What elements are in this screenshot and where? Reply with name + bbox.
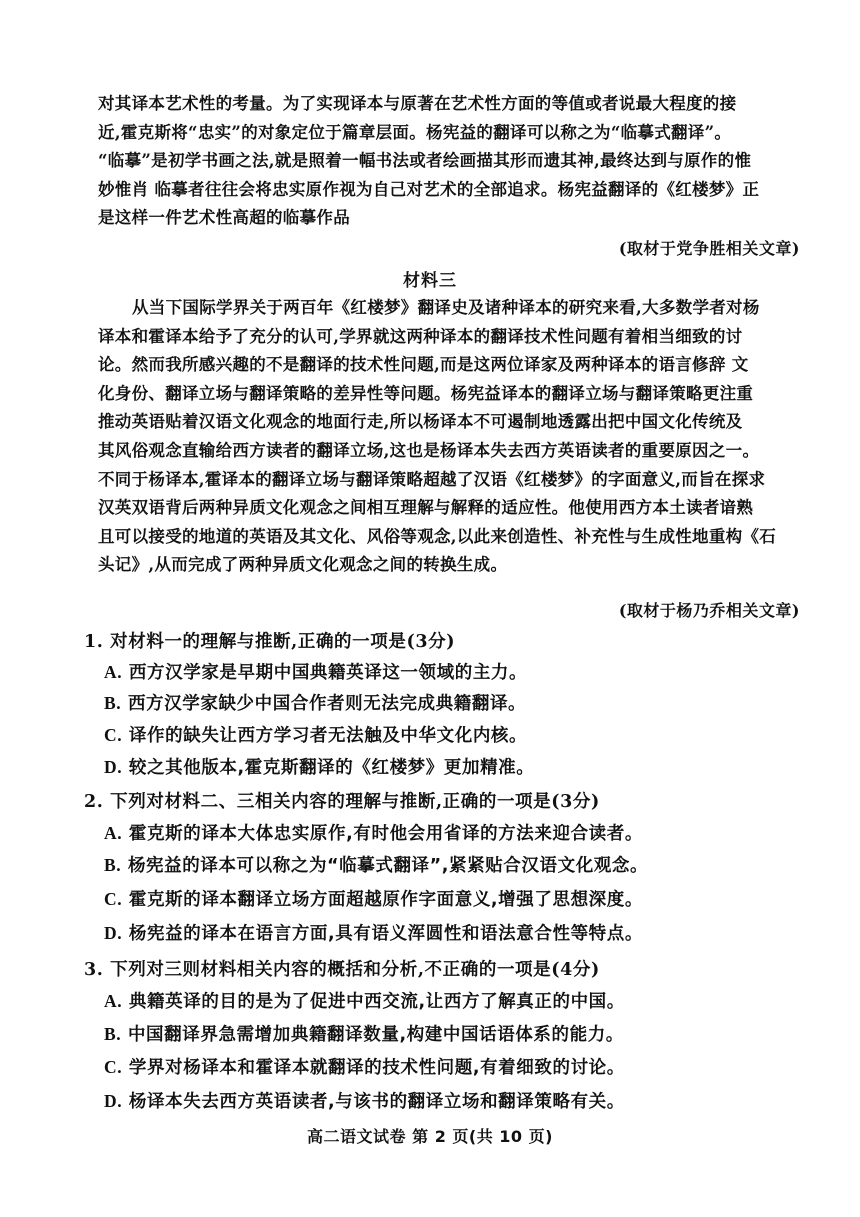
material2-paragraph [98, 90, 788, 233]
option-text: 西方汉学家缺少中国合作者则无法完成典籍翻译。 [127, 694, 527, 714]
question-2-stem: 2. 下列对材料二、三相关内容的理解与推断,正确的一项是(3分) [84, 792, 600, 812]
question-2-option-c[interactable] [104, 886, 643, 911]
question-1-stem: 1. 对材料一的理解与推断,正确的一项是(3分) [84, 632, 456, 652]
text-line: 是这样一件艺术性高超的临摹作品 [98, 208, 350, 228]
text-line: 妙惟肖 临摹者往往会将忠实原作视为自己对艺术的全部追求。杨宪益翻译的《红楼梦》正 [98, 179, 760, 199]
option-label: D. [104, 1091, 123, 1111]
option-text: 学界对杨译本和霍译本就翻译的技术性问题,有着细致的讨论。 [128, 1058, 625, 1078]
text-line: 其风俗观念直输给西方读者的翻译立场,这也是杨译本失去西方英语读者的重要原因之一。 [98, 440, 760, 460]
option-text: 西方汉学家是早期中国典籍英译这一领域的主力。 [128, 663, 528, 683]
text-line: 对其译本艺术性的考量。为了实现译本与原著在艺术性方面的等值或者说最大程度的接 [98, 94, 737, 113]
question-1-option-d[interactable] [104, 754, 534, 779]
option-text: 较之其他版本,霍克斯翻译的《红楼梦》更加精准。 [128, 758, 535, 778]
option-label: D. [104, 923, 123, 943]
material3-source: (取材于杨乃乔相关文章) [618, 601, 800, 620]
option-label: A. [104, 662, 123, 682]
option-text: 霍克斯的译本翻译立场方面超越原作字面意义,增强了思想深度。 [128, 890, 643, 910]
question-1-option-a[interactable] [104, 659, 527, 684]
text-line: 论。然而我所感兴趣的不是翻译的技术性问题,而是这两位译家及两种译本的语言修辞 文 [98, 355, 749, 375]
question-2-option-b[interactable] [104, 852, 648, 877]
material3-title: 材料三 [403, 271, 457, 291]
option-label: C. [104, 889, 123, 909]
question-1-option-b[interactable] [104, 690, 526, 715]
text-line: 化身份、翻译立场与翻译策略的差异性等问题。杨宪益译本的翻译立场与翻译策略更注重 [98, 383, 754, 403]
option-label: C. [104, 1057, 123, 1077]
text-line: 且可以接受的地道的英语及其文化、风俗等观念,以此来创造性、补充性与生成性地重构《石 [98, 526, 777, 546]
text-line: 近,霍克斯将“忠实”的对象定位于篇章层面。杨宪益的翻译可以称之为“临摹式翻译”。 [98, 122, 732, 142]
text-line: 推动英语贴着汉语文化观念的地面行走,所以杨译本不可遏制地透露出把中国文化传统及 [98, 412, 743, 432]
option-label: A. [104, 991, 123, 1011]
text-line: 译本和霍译本给予了充分的认可,学界就这两种译本的翻译技术性问题有着相当细致的讨 [98, 326, 743, 346]
option-text: 典籍英译的目的是为了促进中西交流,让西方了解真正的中国。 [128, 992, 625, 1012]
option-text: 霍克斯的译本大体忠实原作,有时他会用省译的方法来迎合读者。 [128, 824, 643, 844]
option-text: 中国翻译界急需增加典籍翻译数量,构建中国话语体系的能力。 [127, 1025, 624, 1045]
text-line: 汉英双语背后两种异质文化观念之间相互理解与解释的适应性。他使用西方本土读者谙熟 [98, 498, 754, 518]
question-2-option-a[interactable] [104, 820, 643, 845]
text-line: 头记》,从而完成了两种异质文化观念之间的转换生成。 [98, 555, 508, 575]
question-2-option-d[interactable] [104, 920, 643, 945]
question-3-option-c[interactable] [104, 1054, 625, 1079]
question-1-option-c[interactable] [104, 722, 527, 747]
page-footer: 高二语文试卷 第 2 页(共 10 页) [307, 1127, 553, 1146]
option-text: 译作的缺失让西方学习者无法触及中华文化内核。 [128, 726, 528, 746]
question-3-option-d[interactable] [104, 1088, 625, 1113]
option-label: B. [104, 693, 122, 713]
option-label: B. [104, 855, 122, 875]
material3-paragraph [98, 294, 788, 580]
material2-source: (取材于党争胜相关文章) [618, 239, 800, 258]
question-3-option-b[interactable] [104, 1021, 624, 1046]
option-label: B. [104, 1024, 122, 1044]
option-label: C. [104, 725, 123, 745]
option-text: 杨宪益的译本在语言方面,具有语义浑圆性和语法意合性等特点。 [128, 924, 643, 944]
option-text: 杨宪益的译本可以称之为“临摹式翻译”,紧紧贴合汉语文化观念。 [127, 856, 649, 876]
text-line: “临摹”是初学书画之法,就是照着一幅书法或者绘画描其形而遗其神,最终达到与原作的惟 [98, 151, 752, 171]
option-label: D. [104, 757, 123, 777]
option-label: A. [104, 823, 123, 843]
text-line: 从当下国际学界关于两百年《红楼梦》翻译史及诸种译本的研究来看,大多数学者对杨 [132, 298, 760, 317]
question-3-stem: 3. 下列对三则材料相关内容的概括和分析,不正确的一项是(4分) [84, 960, 600, 980]
question-3-option-a[interactable] [104, 988, 625, 1013]
text-line: 不同于杨译本,霍译本的翻译立场与翻译策略超越了汉语《红楼梦》的字面意义,而旨在探求 [98, 469, 766, 489]
option-text: 杨译本失去西方英语读者,与该书的翻译立场和翻译策略有关。 [128, 1092, 625, 1112]
